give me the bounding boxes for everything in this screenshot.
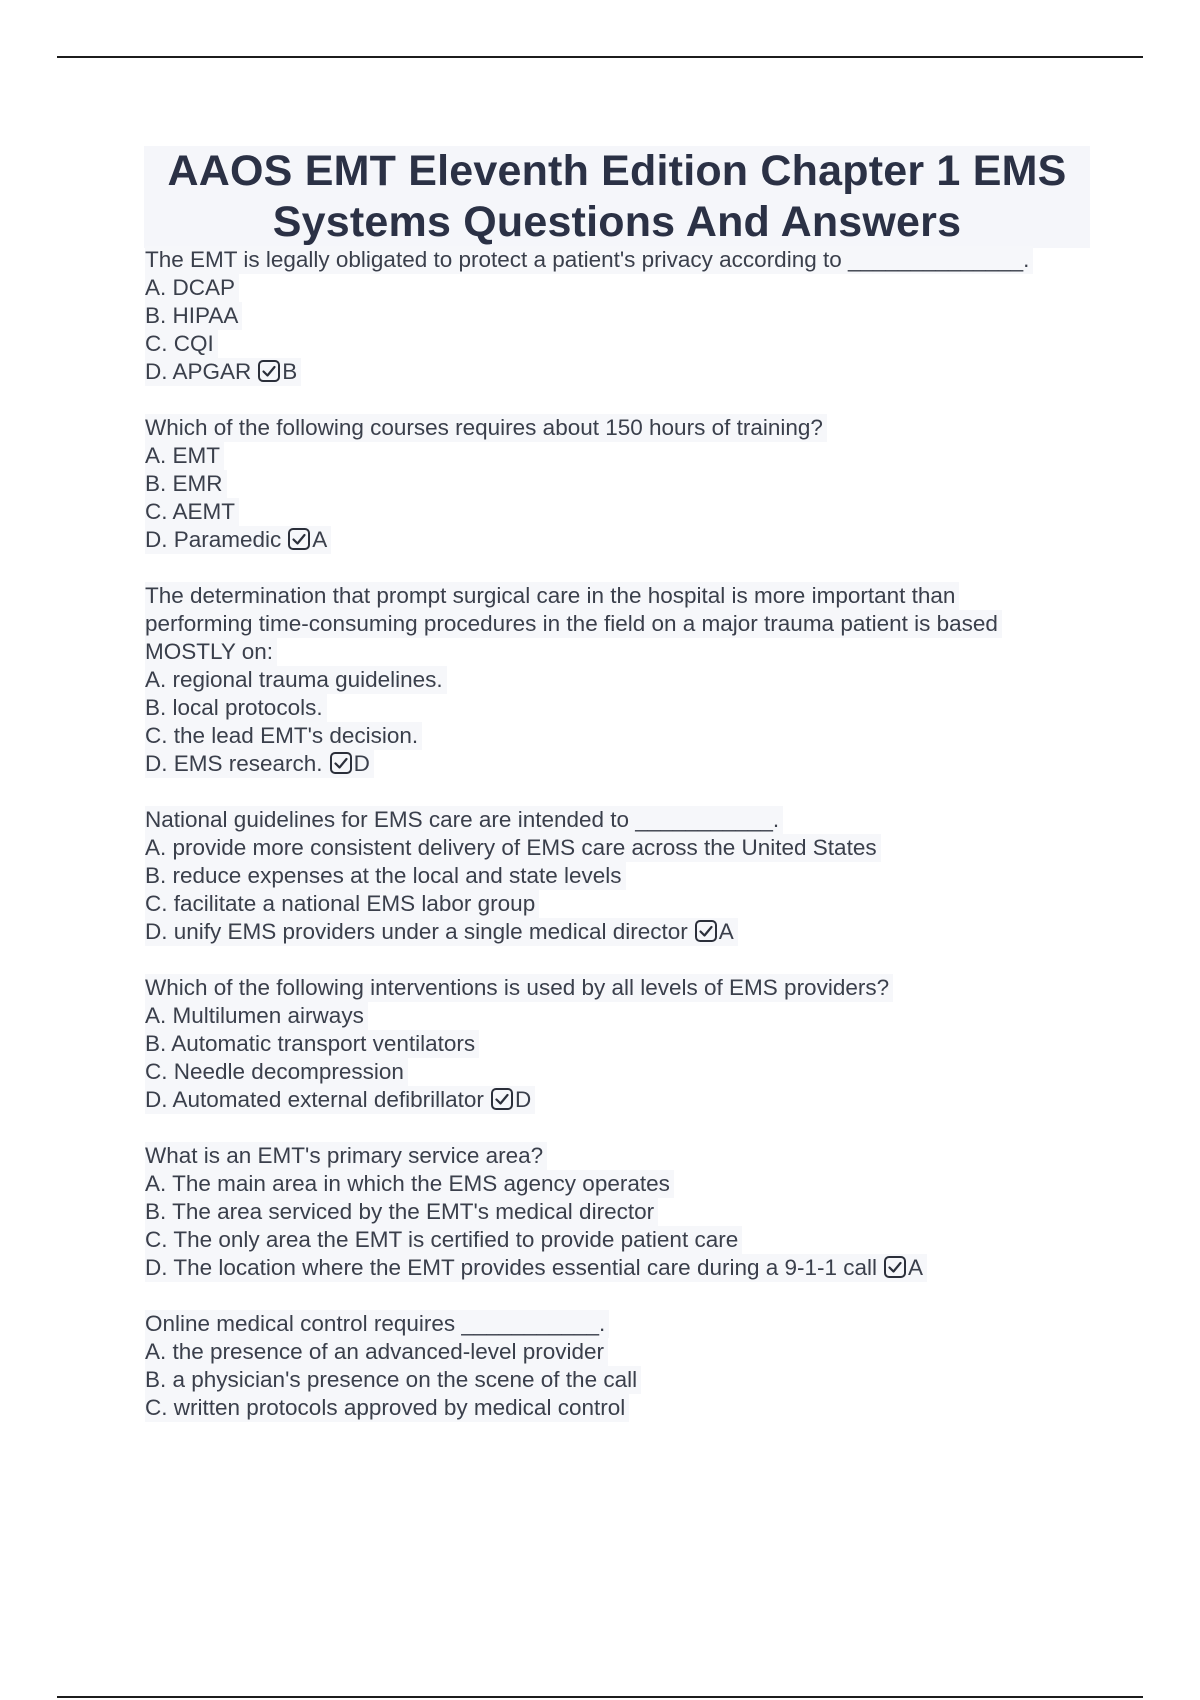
answer-option: [145, 1254, 927, 1282]
question-block: [145, 974, 1095, 1114]
checkbox-check-icon: [287, 527, 311, 551]
answer-option: [145, 1170, 674, 1198]
answer-option-text: C. Needle decompression: [145, 1059, 404, 1084]
answer-option: [145, 834, 881, 862]
checkbox-check-icon: [257, 359, 281, 383]
answer-option-text: C. AEMT: [145, 499, 236, 524]
checkbox-check-icon: [490, 1087, 514, 1111]
answer-option: [145, 722, 422, 750]
answer-option: [145, 274, 239, 302]
answer-option-text: B. HIPAA: [145, 303, 239, 328]
answer-option-text: B. Automatic transport ventilators: [145, 1031, 476, 1056]
answer-option-text: D. APGAR: [145, 359, 252, 384]
answer-option-text: A. the presence of an advanced-level provider: [145, 1339, 605, 1364]
question-stem-line: National guidelines for EMS care are intended to ___________.: [145, 806, 783, 834]
answer-option: [145, 1002, 368, 1030]
answer-option-text: A. EMT: [145, 443, 221, 468]
answer-option: [145, 1058, 408, 1086]
answer-option-text: B. local protocols.: [145, 695, 323, 720]
answer-option-text: C. The only area the EMT is certified to provide patient care: [145, 1227, 739, 1252]
answer-option: [145, 498, 239, 526]
question-block: [145, 414, 1095, 554]
answer-option: [145, 1030, 479, 1058]
bottom-rule: [57, 1696, 1143, 1698]
answer-option-text: A. The main area in which the EMS agency operates: [145, 1171, 670, 1196]
answer-option: [145, 526, 331, 554]
answer-option: [145, 1086, 535, 1114]
question-stem-line: Online medical control requires ___________.: [145, 1310, 609, 1338]
top-rule: [57, 56, 1143, 58]
answer-option-text: B. EMR: [145, 471, 223, 496]
correct-answer-letter: A: [718, 919, 734, 944]
title-line-2: Systems Questions And Answers: [272, 198, 962, 246]
checkbox-check-icon: [883, 1255, 907, 1279]
answer-option-text: C. written protocols approved by medical control: [145, 1395, 626, 1420]
answer-option: [145, 358, 301, 386]
question-stem-line: Which of the following courses requires about 150 hours of training?: [145, 414, 827, 442]
document-title: [144, 146, 1090, 248]
answer-option: [145, 470, 227, 498]
answer-option-text: D. The location where the EMT provides essential care during a 9-1-1 call: [145, 1255, 878, 1280]
answer-option: [145, 1226, 742, 1254]
answer-option-text: D. Paramedic: [145, 527, 282, 552]
answer-option: [145, 694, 327, 722]
answer-option-text: C. facilitate a national EMS labor group: [145, 891, 536, 916]
correct-answer-letter: D: [514, 1087, 532, 1112]
answer-option-text: D. unify EMS providers under a single medical director: [145, 919, 688, 944]
answer-option-text: B. reduce expenses at the local and state levels: [145, 863, 622, 888]
answer-option-text: A. Multilumen airways: [145, 1003, 364, 1028]
answer-option-text: D. Automated external defibrillator: [145, 1087, 484, 1112]
answer-option: [145, 1394, 629, 1422]
correct-answer-letter: D: [353, 751, 370, 776]
answer-option-text: D. EMS research.: [145, 751, 323, 776]
answer-option: [145, 330, 218, 358]
answer-option-text: C. CQI: [145, 331, 214, 356]
answer-option: [145, 750, 374, 778]
question-stem-line: The determination that prompt surgical care in the hospital is more important than: [145, 582, 959, 610]
question-block: [145, 246, 1095, 386]
correct-answer-letter: A: [908, 1255, 924, 1280]
answer-option: [145, 918, 738, 946]
answer-option: [145, 1366, 641, 1394]
question-block: [145, 582, 1095, 778]
answer-option-text: B. The area serviced by the EMT's medical director: [145, 1199, 655, 1224]
answer-option-text: A. DCAP: [145, 275, 236, 300]
questions-list: [145, 246, 1095, 1450]
answer-option-text: C. the lead EMT's decision.: [145, 723, 419, 748]
checkbox-check-icon: [329, 751, 353, 775]
answer-option: [145, 862, 626, 890]
question-stem-line: MOSTLY on:: [145, 638, 277, 666]
question-block: [145, 1142, 1095, 1282]
checkbox-check-icon: [694, 919, 718, 943]
answer-option: [145, 890, 539, 918]
question-block: [145, 806, 1095, 946]
answer-option: [145, 302, 242, 330]
question-stem-line: Which of the following interventions is used by all levels of EMS providers?: [145, 974, 893, 1002]
question-stem-line: performing time-consuming procedures in the field on a major trauma patient is based: [145, 610, 1002, 638]
question-block: [145, 1310, 1095, 1422]
answer-option: [145, 1198, 658, 1226]
title-line-1: AAOS EMT Eleventh Edition Chapter 1 EMS: [167, 147, 1067, 195]
answer-option-text: A. provide more consistent delivery of EMS care across the United States: [145, 835, 877, 860]
answer-option: [145, 442, 224, 470]
answer-option-text: A. regional trauma guidelines.: [145, 667, 443, 692]
answer-option: [145, 666, 447, 694]
answer-option-text: B. a physician's presence on the scene of the call: [145, 1367, 638, 1392]
correct-answer-letter: A: [312, 527, 328, 552]
answer-option: [145, 1338, 608, 1366]
question-stem-line: What is an EMT's primary service area?: [145, 1142, 547, 1170]
question-stem-line: The EMT is legally obligated to protect a patient's privacy according to ______________.: [145, 246, 1033, 274]
correct-answer-letter: B: [282, 359, 298, 384]
